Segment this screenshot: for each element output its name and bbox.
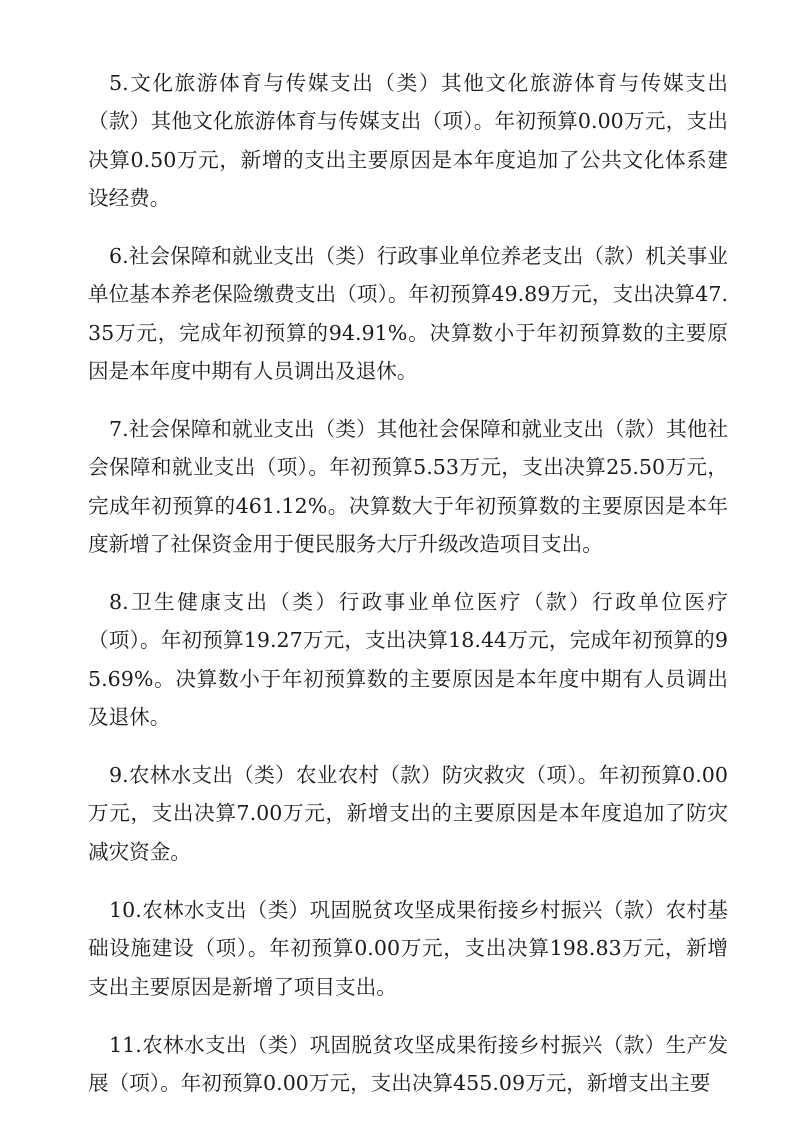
paragraph-item-11: 11.农林水支出（类）巩固脱贫攻坚成果衔接乡村振兴（款）生产发展（项）。年初预算0.00万元，支出决算455.09万元，新增支出主要 [88,1033,728,1096]
paragraph-item-5: 5.文化旅游体育与传媒支出（类）其他文化旅游体育与传媒支出（款）其他文化旅游体育与传媒支出（项）。年初预算0.00万元，支出决算0.50万元，新增的支出主要原因是本年度追加了公共文化体系建设经费。 [88,71,728,210]
paragraph-item-9: 9.农林水支出（类）农业农村（款）防灾救灾（项）。年初预算0.00万元，支出决算7.00万元，新增支出的主要原因是本年度追加了防灾减灾资金。 [88,763,728,864]
paragraph-item-7: 7.社会保障和就业支出（类）其他社会保障和就业支出（款）其他社会保障和就业支出（项）。年初预算5.53万元，支出决算25.50万元，完成年初预算的461.12%。决算数大于年初预算数的主要原因是本年度新增了社保资金用于便民服务大厅升级改造项目支出。 [88,417,728,556]
paragraph-item-10: 10.农林水支出（类）巩固脱贫攻坚成果衔接乡村振兴（款）农村基础设施建设（项）。年初预算0.00万元，支出决算198.83万元，新增支出主要原因是新增了项目支出。 [88,898,728,999]
paragraph-item-6: 6.社会保障和就业支出（类）行政事业单位养老支出（款）机关事业单位基本养老保险缴费支出（项）。年初预算49.89万元，支出决算47.35万元，完成年初预算的94.91%。决算数小于年初预算数的主要原因是本年度中期有人员调出及退休。 [88,244,728,383]
paragraph-item-8: 8.卫生健康支出（类）行政事业单位医疗（款）行政单位医疗（项）。年初预算19.27万元，支出决算18.44万元，完成年初预算的95.69%。决算数小于年初预算数的主要原因是本年度中期有人员调出及退休。 [88,590,728,729]
